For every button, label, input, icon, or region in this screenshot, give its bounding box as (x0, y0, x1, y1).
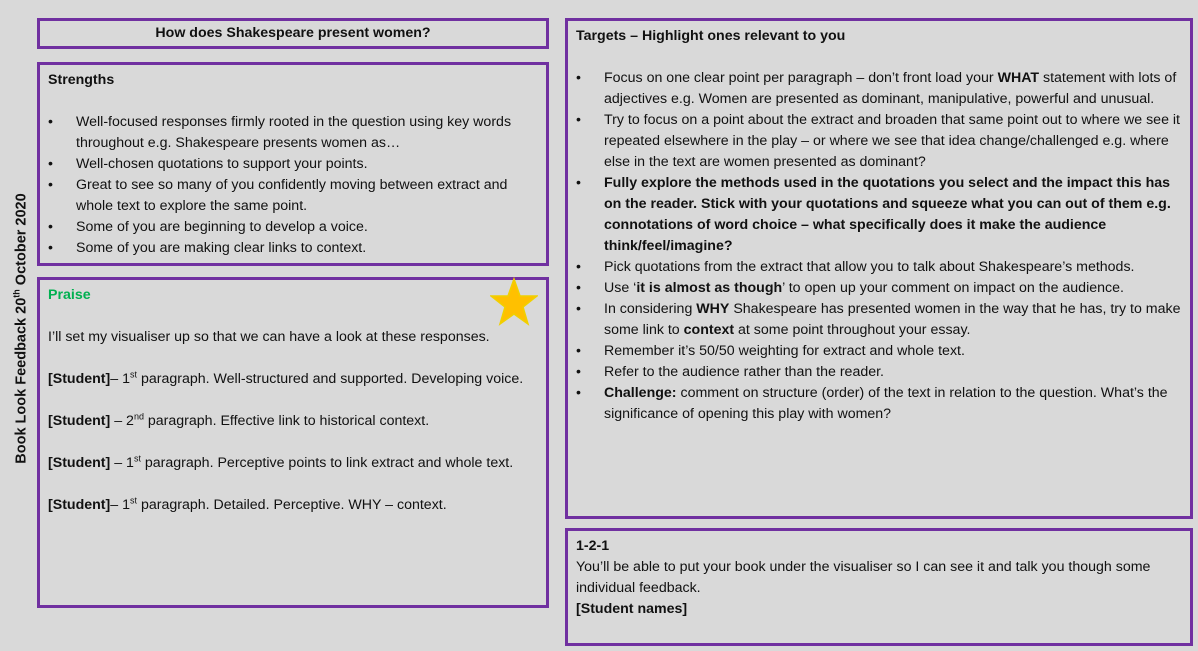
praise-heading: Praise (48, 287, 91, 303)
text-segment: statement with lots of adjectives e.g. Women are presented as dominant, manipulative, powerful and unusual. (604, 70, 1177, 107)
list-item (576, 299, 1182, 341)
strengths-list (48, 112, 538, 259)
list-item (576, 383, 1182, 425)
text-segment: – 1 (110, 497, 130, 513)
text-segment: Try to focus on a point about the extract and broaden that same point out to where we see it repeated elsewhere in the play – or where we see that idea change/challenged e.g. where else in the text are women presented as dominant? (604, 112, 1180, 170)
page-title: How does Shakespeare present women? (37, 18, 549, 49)
text-segment: Great to see so many of you confidently moving between extract and whole text to explore the same point. (76, 177, 508, 214)
bold-text: [Student] (48, 371, 111, 387)
text-segment: Some of you are making clear links to context. (76, 240, 367, 256)
list-item (48, 238, 538, 259)
text-segment: paragraph. Perceptive points to link extract and whole text. (140, 455, 514, 471)
star-icon (490, 277, 538, 327)
text-segment: Remember it’s 50/50 weighting for extract and whole text. (604, 343, 965, 359)
bold-text: [Student] (48, 413, 111, 429)
bold-text: Challenge: (604, 385, 677, 401)
list-item (48, 175, 538, 217)
targets-list (576, 68, 1182, 425)
list-item (48, 112, 538, 154)
text-segment: Shakespeare has presented women in the way that he has, try to make some link to (604, 301, 1181, 338)
strengths-heading: Strengths (48, 72, 115, 88)
praise-paragraph (48, 495, 538, 516)
text-segment: Refer to the audience rather than the reader. (604, 364, 884, 380)
list-item (576, 257, 1182, 278)
list-item (576, 110, 1182, 173)
student-names: [Student names] (576, 601, 688, 617)
one-to-one-heading: 1-2-1 (576, 538, 610, 554)
text-segment: comment on structure (order) of the text in relation to the question. What’s the significance of opening this play with women? (604, 385, 1168, 422)
text-segment: Well-chosen quotations to support your points. (76, 156, 368, 172)
praise-paragraph (48, 411, 538, 432)
list-item (576, 362, 1182, 383)
text-segment: paragraph. Well-structured and supported. Developing voice. (137, 371, 524, 387)
list-item (48, 154, 538, 175)
list-item (576, 341, 1182, 362)
list-item (576, 278, 1182, 299)
praise-paragraph (48, 369, 538, 390)
text-segment: – 1 (110, 455, 134, 471)
text-segment: – 2 (110, 413, 134, 429)
text-segment: – 1 (110, 371, 130, 387)
text-segment: Focus on one clear point per paragraph – don’t front load your (604, 70, 998, 86)
bold-text: Fully explore the methods used in the quotations you select and the impact this has on the reader. Stick with your quotations and squeeze what you can out of them e.g. connotations of word choice – what specifically does it make the audience think/feel/imagine? (604, 175, 1171, 254)
targets-heading: Targets – Highlight ones relevant to you (576, 28, 846, 44)
bold-text: [Student] (48, 455, 111, 471)
text-segment: Some of you are beginning to develop a voice. (76, 219, 368, 235)
bold-text: context (683, 322, 735, 338)
side-label: Book Look Feedback 20th October 2020 (11, 193, 30, 464)
text-segment: paragraph. Detailed. Perceptive. WHY – context. (137, 497, 447, 513)
strengths-panel (37, 62, 549, 266)
bold-text: WHAT (997, 70, 1040, 86)
list-item (48, 217, 538, 238)
targets-panel (565, 18, 1193, 519)
list-item (576, 68, 1182, 110)
list-item (576, 173, 1182, 257)
text-segment: at some point throughout your essay. (734, 322, 971, 338)
text-segment: st (133, 453, 141, 464)
text-segment: nd (133, 411, 144, 422)
text-segment: In considering (604, 301, 697, 317)
text-segment: paragraph. Effective link to historical context. (143, 413, 430, 429)
praise-paragraph (48, 327, 538, 348)
text-segment: st (130, 495, 138, 506)
praise-paragraphs (48, 327, 538, 516)
one-to-one-text: You’ll be able to put your book under the visualiser so I can see it and talk you though some individual feedback. (576, 559, 1151, 596)
text-segment: Use ‘ (604, 280, 637, 296)
text-segment: st (130, 369, 138, 380)
bold-text: [Student] (48, 497, 111, 513)
bold-text: WHY (696, 301, 730, 317)
text-segment: ’ to open up your comment on impact on the audience. (782, 280, 1124, 296)
text-segment: I’ll set my visualiser up so that we can have a look at these responses. (48, 329, 490, 345)
one-to-one-panel (565, 528, 1193, 646)
text-segment: Well-focused responses firmly rooted in the question using key words throughout e.g. Shakespeare presents women as… (76, 114, 512, 151)
praise-panel (37, 277, 549, 608)
bold-text: it is almost as though (636, 280, 783, 296)
text-segment: Pick quotations from the extract that allow you to talk about Shakespeare’s methods. (604, 259, 1135, 275)
praise-paragraph (48, 453, 538, 474)
